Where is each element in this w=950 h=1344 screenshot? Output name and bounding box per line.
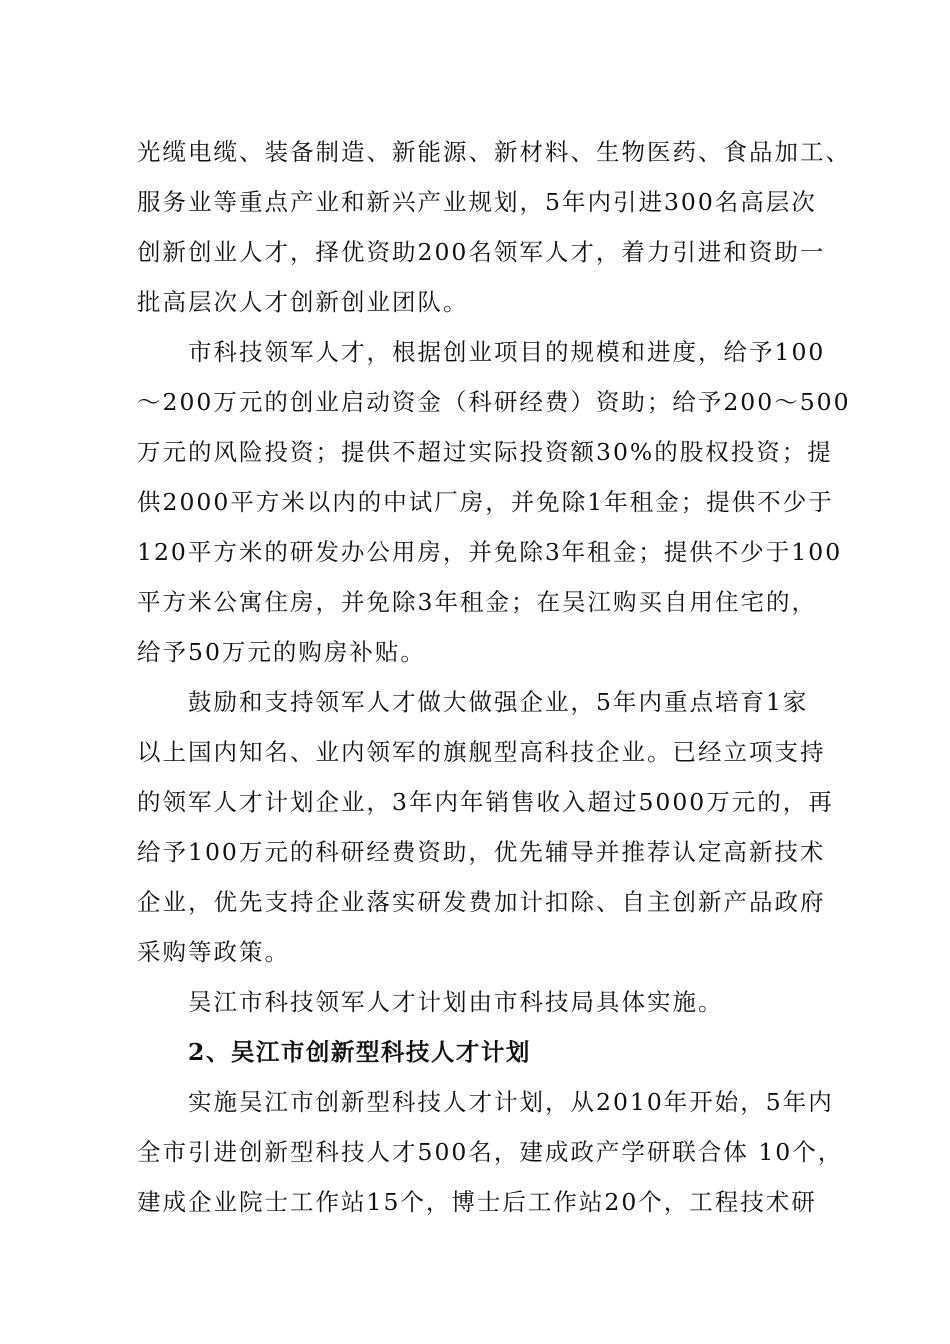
paragraph-3-line-1: 鼓励和支持领军人才做大做强企业，5年内重点培育1家 — [188, 688, 809, 716]
paragraph-1-line-1: 光缆电缆、装备制造、新能源、新材料、生物医药、食品加工、 — [137, 138, 851, 166]
paragraph-5-line-3: 建成企业院士工作站15个，博士后工作站20个，工程技术研 — [137, 1188, 817, 1216]
paragraph-3-line-2: 以上国内知名、业内领军的旗舰型高科技企业。已经立项支持 — [137, 738, 826, 766]
paragraph-3-line-5: 企业，优先支持企业落实研发费加计扣除、自主创新产品政府 — [137, 888, 826, 916]
paragraph-1-line-3: 创新创业人才，择优资助200名领军人才，着力引进和资助一 — [137, 238, 826, 266]
paragraph-5-line-2: 全市引进创新型科技人才500名，建成政产学研联合体 10个， — [137, 1138, 844, 1166]
section-heading: 2、吴江市创新型科技人才计划 — [188, 1038, 531, 1066]
paragraph-1-line-2: 服务业等重点产业和新兴产业规划，5年内引进300名高层次 — [137, 188, 817, 216]
paragraph-2-line-5: 120平方米的研发办公用房，并免除3年租金；提供不少于100 — [137, 538, 843, 566]
paragraph-1-line-4: 批高层次人才创新创业团队。 — [137, 288, 469, 316]
paragraph-2-line-6: 平方米公寓住房，并免除3年租金；在吴江购买自用住宅的， — [137, 588, 817, 616]
paragraph-3-line-3: 的领军人才计划企业，3年内年销售收入超过5000万元的，再 — [137, 788, 834, 816]
paragraph-2-line-4: 供2000平方米以内的中试厂房，并免除1年租金；提供不少于 — [137, 488, 834, 516]
paragraph-5-line-1: 实施吴江市创新型科技人才计划，从2010年开始，5年内 — [188, 1088, 834, 1116]
paragraph-2-line-1: 市科技领军人才，根据创业项目的规模和进度，给予100 — [188, 338, 826, 366]
paragraph-2-line-3: 万元的风险投资；提供不超过实际投资额30%的股权投资；提 — [137, 438, 833, 466]
paragraph-3-line-4: 给予100万元的科研经费资助，优先辅导并推荐认定高新技术 — [137, 838, 826, 866]
paragraph-3-line-6: 采购等政策。 — [137, 938, 290, 966]
paragraph-2-line-2: ～200万元的创业启动资金（科研经费）资助；给予200～500 — [137, 388, 851, 416]
paragraph-4-line-1: 吴江市科技领军人才计划由市科技局具体实施。 — [188, 988, 724, 1016]
paragraph-2-line-7: 给予50万元的购房补贴。 — [137, 638, 426, 666]
